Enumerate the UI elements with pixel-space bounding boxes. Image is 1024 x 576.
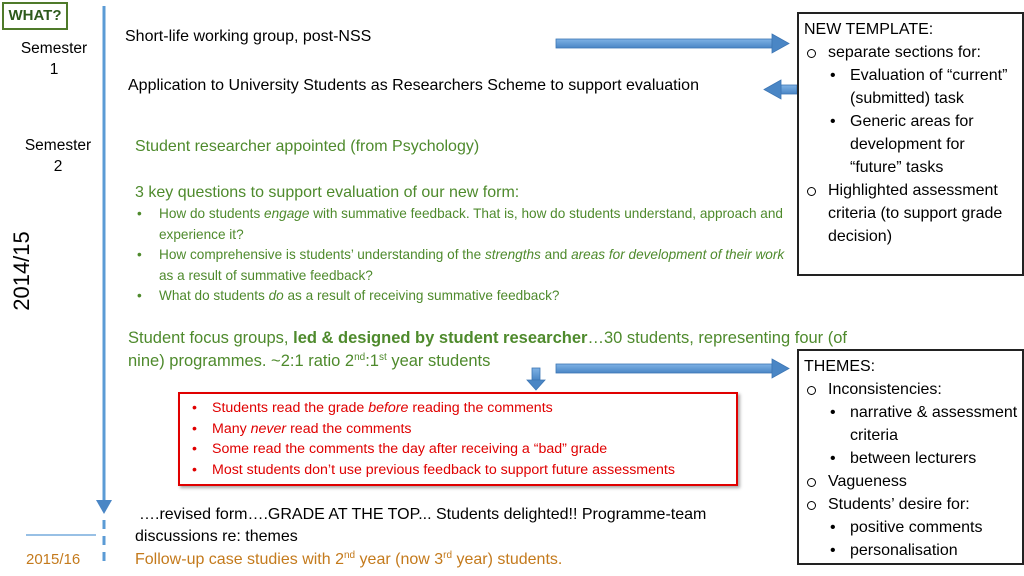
theme-sub-4: • personalisation [804, 539, 1018, 562]
theme-item-2: Vagueness [804, 470, 1018, 493]
finding-3: • Some read the comments the day after receiving a “bad” grade [186, 439, 736, 460]
followup-text: Follow-up case studies with 2nd year (now 3rd year) students. [135, 550, 563, 568]
questions-block [135, 182, 795, 307]
themes-title: THEMES: [804, 358, 876, 375]
findings-box [178, 392, 738, 486]
focus-groups-text: Student focus groups, led & designed by student researcher…30 students, representing four (of nine) programmes. ~2:1 ratio 2nd:1st year students [128, 329, 848, 370]
theme-item-3: Students’ desire for: [804, 493, 1018, 516]
year-label-2015-16: 2015/16 [26, 551, 81, 568]
finding-4: • Most students don’t use previous feedback to support future assessments [186, 460, 736, 481]
question-1: • How do students engage with summative feedback. That is, how do students understand, approach and experience it? [135, 204, 795, 245]
template-item-1: separate sections for: [804, 41, 1018, 64]
timeline-arrowhead [96, 500, 112, 514]
revised-form-text: ….revised form….GRADE AT THE TOP... Students delighted!! Programme-team discussions re: themes [135, 506, 707, 545]
theme-sub-2: • between lecturers [804, 447, 1018, 470]
working-group-text: Short-life working group, post-NSS [125, 28, 372, 45]
researcher-text: Student researcher appointed (from Psychology) [135, 138, 480, 155]
finding-1: • Students read the grade before reading the comments [186, 398, 736, 419]
template-sub-1: • Evaluation of “current” (submitted) task [804, 64, 1018, 110]
semester-2-label: Semester 2 [24, 137, 92, 175]
template-sub-2: • Generic areas for development for “future” tasks [804, 110, 1018, 179]
theme-sub-1: • narrative & assessment criteria [804, 401, 1018, 447]
template-item-2: Highlighted assessment criteria (to support grade decision) [804, 179, 1018, 248]
what-label: WHAT? [2, 2, 68, 30]
questions-title: 3 key questions to support evaluation of our new form: [135, 184, 520, 201]
year-label-2014-15: 2014/15 [9, 231, 34, 311]
themes-box [797, 349, 1024, 565]
theme-item-1: Inconsistencies: [804, 378, 1018, 401]
question-3: • What do students do as a result of receiving summative feedback? [135, 286, 795, 307]
semester-1-label: Semester 1 [20, 40, 88, 78]
theme-sub-3: • positive comments [804, 516, 1018, 539]
question-2: • How comprehensive is students’ understanding of the strengths and areas for development of their work as a result of summative feedback? [135, 245, 795, 286]
arrow-to-template [556, 34, 789, 53]
arrow-from-template [764, 80, 797, 99]
new-template-box [797, 12, 1024, 276]
application-text: Application to University Students as Researchers Scheme to support evaluation [128, 77, 699, 94]
finding-2: • Many never read the comments [186, 419, 736, 440]
template-title: NEW TEMPLATE: [804, 21, 934, 38]
